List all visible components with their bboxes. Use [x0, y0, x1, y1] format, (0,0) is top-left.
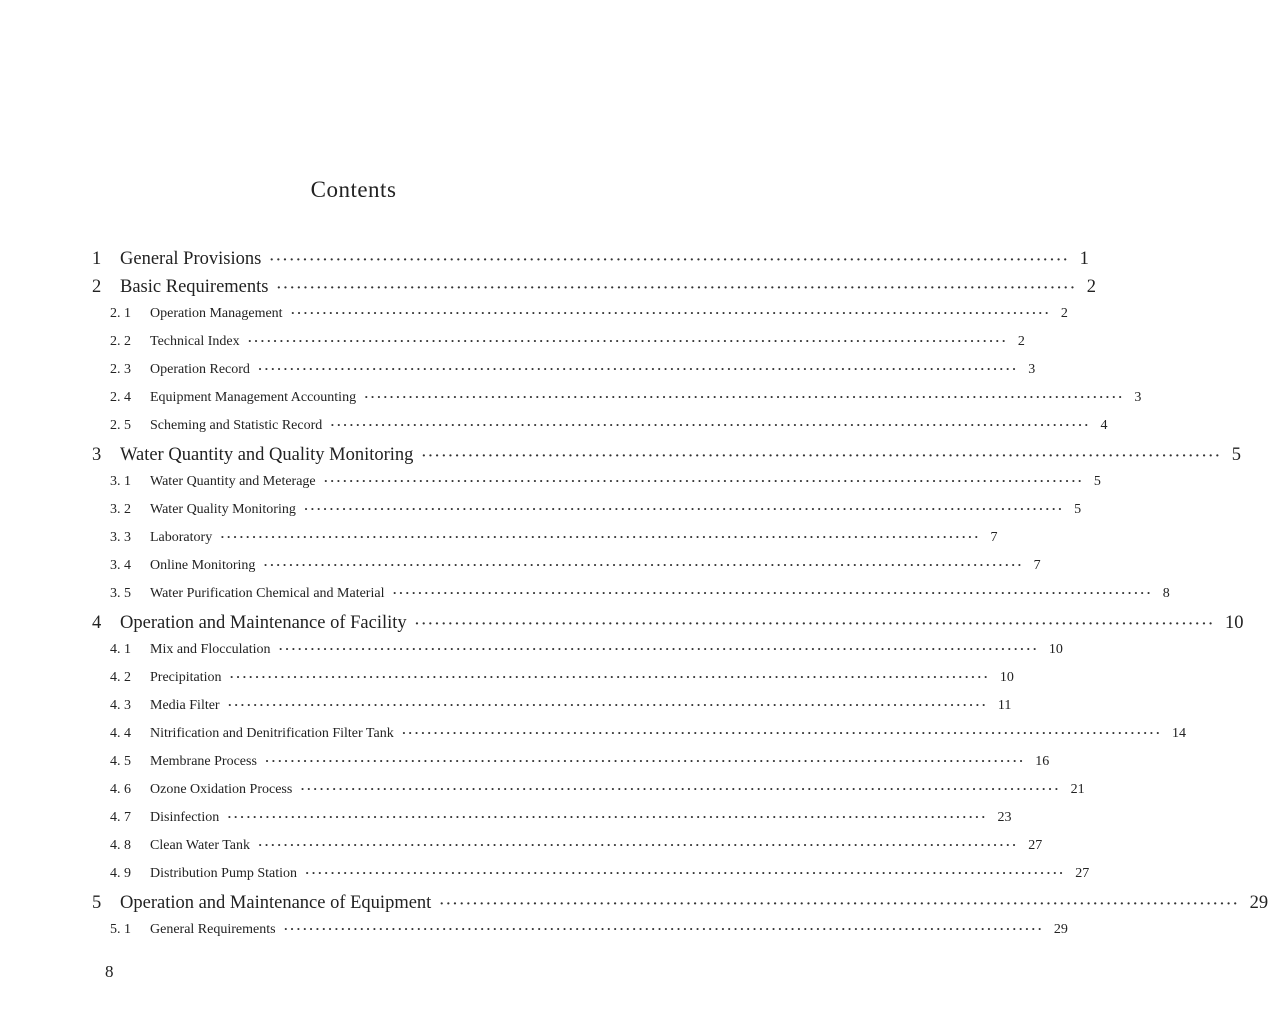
dot-leader: ························································································································: [300, 781, 1061, 796]
toc-chapter-entry[interactable]: [92, 277, 1097, 298]
toc-entry-title: Online Monitoring: [150, 558, 256, 573]
toc-entry-page: 5: [1231, 445, 1241, 465]
page-title: Contents: [310, 177, 397, 202]
toc-entry-number: 5: [92, 893, 102, 913]
dot-leader: ························································································································: [258, 837, 1019, 852]
toc-section-entry[interactable]: [110, 697, 1012, 714]
toc-entry-page: 4: [1100, 418, 1108, 433]
toc-entry-number: 4: [92, 613, 102, 633]
toc-entry-number: 3. 5: [110, 586, 131, 601]
toc-entry-title: General Requirements: [150, 922, 276, 937]
dot-leader: ························································································································: [283, 921, 1044, 936]
toc-section-entry[interactable]: [110, 417, 1108, 434]
toc-entry-page: 3: [1134, 390, 1142, 405]
toc-entry-title: Ozone Oxidation Process: [150, 782, 293, 797]
toc-section-entry[interactable]: [110, 753, 1050, 770]
toc-entry-page: 1: [1079, 249, 1089, 269]
toc-entry-title: Precipitation: [150, 670, 222, 685]
toc-entry-number: 3. 1: [110, 474, 131, 489]
dot-leader: ························································································································: [414, 617, 1215, 632]
toc-chapter-entry[interactable]: [92, 893, 1268, 914]
dot-leader: ························································································································: [278, 641, 1039, 656]
dot-leader: ························································································································: [263, 557, 1024, 572]
toc-entry-number: 2. 3: [110, 362, 131, 377]
toc-entry-page: 11: [997, 698, 1012, 713]
toc-entry-title: Nitrification and Denitrification Filter Tank: [150, 726, 394, 741]
dot-leader: ························································································································: [364, 389, 1125, 404]
dot-leader: ························································································································: [229, 669, 990, 684]
toc-entry-title: Media Filter: [150, 698, 220, 713]
dot-leader: ························································································································: [439, 897, 1240, 912]
toc-entry-title: Membrane Process: [150, 754, 257, 769]
dot-leader: ························································································································: [247, 333, 1008, 348]
toc-entry-number: 3: [92, 445, 102, 465]
dot-leader: ························································································································: [227, 697, 988, 712]
toc-chapter-entry[interactable]: [92, 445, 1241, 466]
toc-entry-page: 5: [1074, 502, 1082, 517]
toc-entry-page: 29: [1053, 922, 1068, 937]
dot-leader: ························································································································: [305, 865, 1066, 880]
toc-entry-number: 2: [92, 277, 102, 297]
toc-entry-page: 3: [1028, 362, 1036, 377]
toc-entry-title: Basic Requirements: [120, 277, 269, 297]
dot-leader: ························································································································: [269, 253, 1070, 268]
toc-section-entry[interactable]: [110, 529, 998, 546]
toc-entry-title: Technical Index: [150, 334, 240, 349]
toc-entry-number: 2. 5: [110, 418, 131, 433]
toc-entry-title: Water Purification Chemical and Material: [150, 586, 385, 601]
toc-section-entry[interactable]: [110, 473, 1101, 490]
toc-section-entry[interactable]: [110, 501, 1082, 518]
toc-section-entry[interactable]: [110, 865, 1090, 882]
toc-entry-title: Operation and Maintenance of Equipment: [120, 893, 432, 913]
dot-leader: ························································································································: [227, 809, 988, 824]
toc-entry-number: 2. 4: [110, 390, 131, 405]
toc-entry-page: 8: [1162, 586, 1170, 601]
toc-entry-title: Laboratory: [150, 530, 213, 545]
toc-entry-number: 4. 9: [110, 866, 131, 881]
toc-entry-page: 7: [1033, 558, 1041, 573]
toc-entry-number: 4. 8: [110, 838, 131, 853]
toc-entry-title: Water Quality Monitoring: [150, 502, 296, 517]
dot-leader: ························································································································: [401, 725, 1162, 740]
toc-entry-page: 16: [1035, 754, 1050, 769]
page-number: 8: [105, 962, 114, 981]
toc-entry-title: Clean Water Tank: [150, 838, 251, 853]
toc-entry-title: Operation Management: [150, 306, 283, 321]
toc-entry-page: 10: [999, 670, 1014, 685]
toc-entry-page: 10: [1224, 613, 1244, 633]
dot-leader: ························································································································: [392, 585, 1153, 600]
toc-section-entry[interactable]: [110, 305, 1068, 322]
toc-entry-page: 5: [1093, 474, 1101, 489]
toc-entry-title: Mix and Flocculation: [150, 642, 271, 657]
dot-leader: ························································································································: [330, 417, 1091, 432]
toc-entry-page: 23: [997, 810, 1012, 825]
toc-entry-page: 7: [990, 530, 998, 545]
toc-section-entry[interactable]: [110, 921, 1068, 938]
toc-entry-title: Equipment Management Accounting: [150, 390, 357, 405]
toc-section-entry[interactable]: [110, 669, 1014, 686]
toc-entry-number: 4. 2: [110, 670, 131, 685]
toc-entry-title: Operation Record: [150, 362, 250, 377]
toc-entry-number: 3. 4: [110, 558, 131, 573]
dot-leader: ························································································································: [323, 473, 1084, 488]
toc-section-entry[interactable]: [110, 641, 1063, 658]
toc-entry-number: 4. 6: [110, 782, 131, 797]
toc-entry-number: 2. 2: [110, 334, 131, 349]
toc-section-entry[interactable]: [110, 333, 1025, 350]
dot-leader: ························································································································: [257, 361, 1019, 376]
toc-section-entry[interactable]: [110, 781, 1085, 798]
toc-entry-number: 2. 1: [110, 306, 131, 321]
toc-section-entry[interactable]: [110, 809, 1012, 826]
dot-leader: ························································································································: [421, 449, 1222, 464]
toc-entry-page: 2: [1060, 306, 1068, 321]
toc-entry-number: 3. 3: [110, 530, 131, 545]
toc-section-entry[interactable]: [110, 389, 1142, 406]
toc-section-entry[interactable]: [110, 837, 1043, 854]
toc-entry-number: 4. 5: [110, 754, 131, 769]
toc-entry-title: Distribution Pump Station: [150, 866, 298, 881]
dot-leader: ························································································································: [303, 501, 1065, 516]
toc-entry-title: Water Quantity and Meterage: [150, 474, 316, 489]
toc-entry-page: 27: [1028, 838, 1043, 853]
toc-entry-number: 4. 7: [110, 810, 131, 825]
toc-entry-title: Scheming and Statistic Record: [150, 418, 323, 433]
dot-leader: ························································································································: [264, 753, 1026, 768]
toc-entry-number: 1: [92, 249, 102, 269]
toc-entry-page: 27: [1075, 866, 1090, 881]
toc-entry-page: 2: [1086, 277, 1097, 297]
toc-entry-number: 4. 4: [110, 726, 131, 741]
dot-leader: ························································································································: [220, 529, 981, 544]
toc-entry-title: Operation and Maintenance of Facility: [120, 613, 407, 633]
toc-section-entry[interactable]: [110, 361, 1036, 378]
toc-chapter-entry[interactable]: [92, 613, 1244, 634]
toc-entry-page: 10: [1048, 642, 1063, 657]
dot-leader: ························································································································: [290, 305, 1051, 320]
toc-section-entry[interactable]: [110, 725, 1186, 742]
toc-entry-title: Disinfection: [150, 810, 220, 825]
toc-entry-page: 29: [1249, 893, 1268, 913]
toc-entry-page: 21: [1070, 782, 1085, 797]
toc-entry-page: 14: [1171, 726, 1186, 741]
toc-section-entry[interactable]: [110, 585, 1170, 602]
toc-entry-title: Water Quantity and Quality Monitoring: [120, 445, 414, 465]
toc-chapter-entry[interactable]: [92, 249, 1089, 270]
toc-entry-number: 4. 1: [110, 642, 131, 657]
toc-entry-page: 2: [1017, 334, 1025, 349]
toc-entry-number: 4. 3: [110, 698, 131, 713]
toc-section-entry[interactable]: [110, 557, 1041, 574]
toc-entry-title: General Provisions: [120, 249, 262, 269]
toc-entry-number: 3. 2: [110, 502, 131, 517]
dot-leader: ························································································································: [276, 281, 1077, 296]
toc-entry-number: 5. 1: [110, 922, 131, 937]
